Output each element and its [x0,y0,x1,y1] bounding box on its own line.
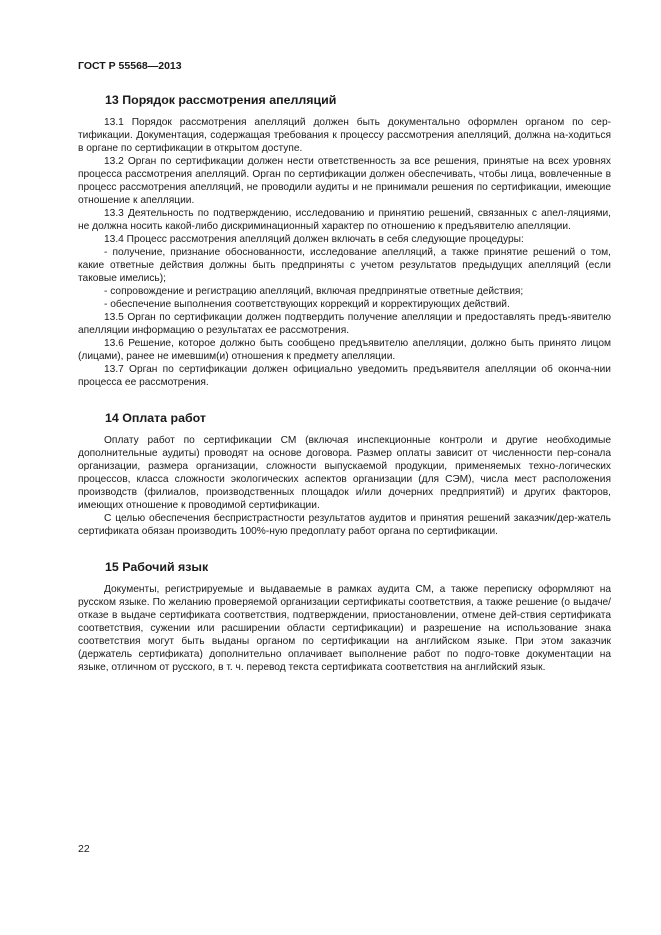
section-title: 14 Оплата работ [105,411,206,425]
paragraph: 13.3 Деятельность по подтверждению, исследованию и принятию решений, связанных с апел-ляциями, не должна носить какой-либо дискриминационный характер по отношению к предъявителю апелляции. [78,208,611,232]
page-number: 22 [78,843,90,855]
section-13 [78,92,611,389]
paragraph: 13.7 Орган по сертификации должен официально уведомить предъявителя апелляции об оконча-нии процесса ее рассмотрения. [78,364,611,388]
paragraph: Документы, регистрируемые и выдаваемые в рамках аудита СМ, а также переписку оформляют на русском языке. По желанию проверяемой организации сертификаты соответствия, а также решение (о выдаче/отказе в выдаче сертификата соответствия, подтверждении, приостановлении, отмене дей-ствия сертификата соответствия, сужении или расширении области сертификации) и разрешение на использование знака соответствия могут быть выданы органом по сертификации на английском языке. При этом заказчик (держатель сертификата) дополнительно оплачивает выполнение работ по подго-товке документации на языке, отличном от русского, в т. ч. перевод текста сертификата соответствия на английский язык. [78,584,611,673]
section-title: 15 Рабочий язык [105,560,209,574]
paragraph: 13.2 Орган по сертификации должен нести ответственность за все решения, принятые на всех уровнях процесса рассмотрения апелляций. Орган по сертификации должен обеспечивать, чтобы лица, вовлеченные в процесс рассмотрения апелляций, не проводили аудиты и не принимали решения по сертификации, имеющие отношение к апелляции. [78,156,611,206]
paragraph: 13.6 Решение, которое должно быть сообщено предъявителю апелляции, должно быть принято лицом (лицами), ранее не имевшим(и) отношения к предмету апелляции. [78,338,611,362]
list-item: - обеспечение выполнения соответствующих коррекций и корректирующих действий. [104,299,510,310]
section-14 [78,410,611,538]
list-item: - сопровождение и регистрацию апелляций, включая предпринятые ответные действия; [104,286,524,297]
paragraph: Оплату работ по сертификации СМ (включая инспекционные контроли и другие необходимые дополнительные аудиты) проводят на основе договора. Размер оплаты зависит от численности пер-сонала организации, размера организации, сложности выпускаемой продукции, применяемых техно-логических процессов, класса сложности экологических аспектов организации (для СЭМ), числа мест расположения производств (филиалов, производственных площадок и/или дочерних предприятий) и других факторов, имеющих отношение к проводимой сертификации. [78,435,611,511]
section-title: 13 Порядок рассмотрения апелляций [105,93,337,107]
paragraph: 13.1 Порядок рассмотрения апелляций должен быть документально оформлен органом по сер-тификации. Документация, содержащая требования к процессу рассмотрения апелляций, должна на-ходиться в органе по сертификации в открытом доступе. [78,117,611,154]
section-15 [78,559,611,674]
document-header: ГОСТ Р 55568—2013 [78,60,182,72]
document-body [78,92,611,695]
paragraph: С целью обеспечения беспристрастности результатов аудитов и принятия решений заказчик/дер-жатель сертификата обязан производить 100%-ную предоплату работ органа по сертификации. [78,513,611,537]
paragraph: 13.4 Процесс рассмотрения апелляций должен включать в себя следующие процедуры: [104,234,524,245]
paragraph: 13.5 Орган по сертификации должен подтвердить получение апелляции и предоставлять предъ-явителю апелляции информацию о результатах ее рассмотрения. [78,312,611,336]
list-item: - получение, признание обоснованности, исследование апелляций, а также принятие решений о том, какие ответные действия должны быть предприняты с учетом результатов предыдущих апелляций (если таковые имелись); [78,247,611,284]
